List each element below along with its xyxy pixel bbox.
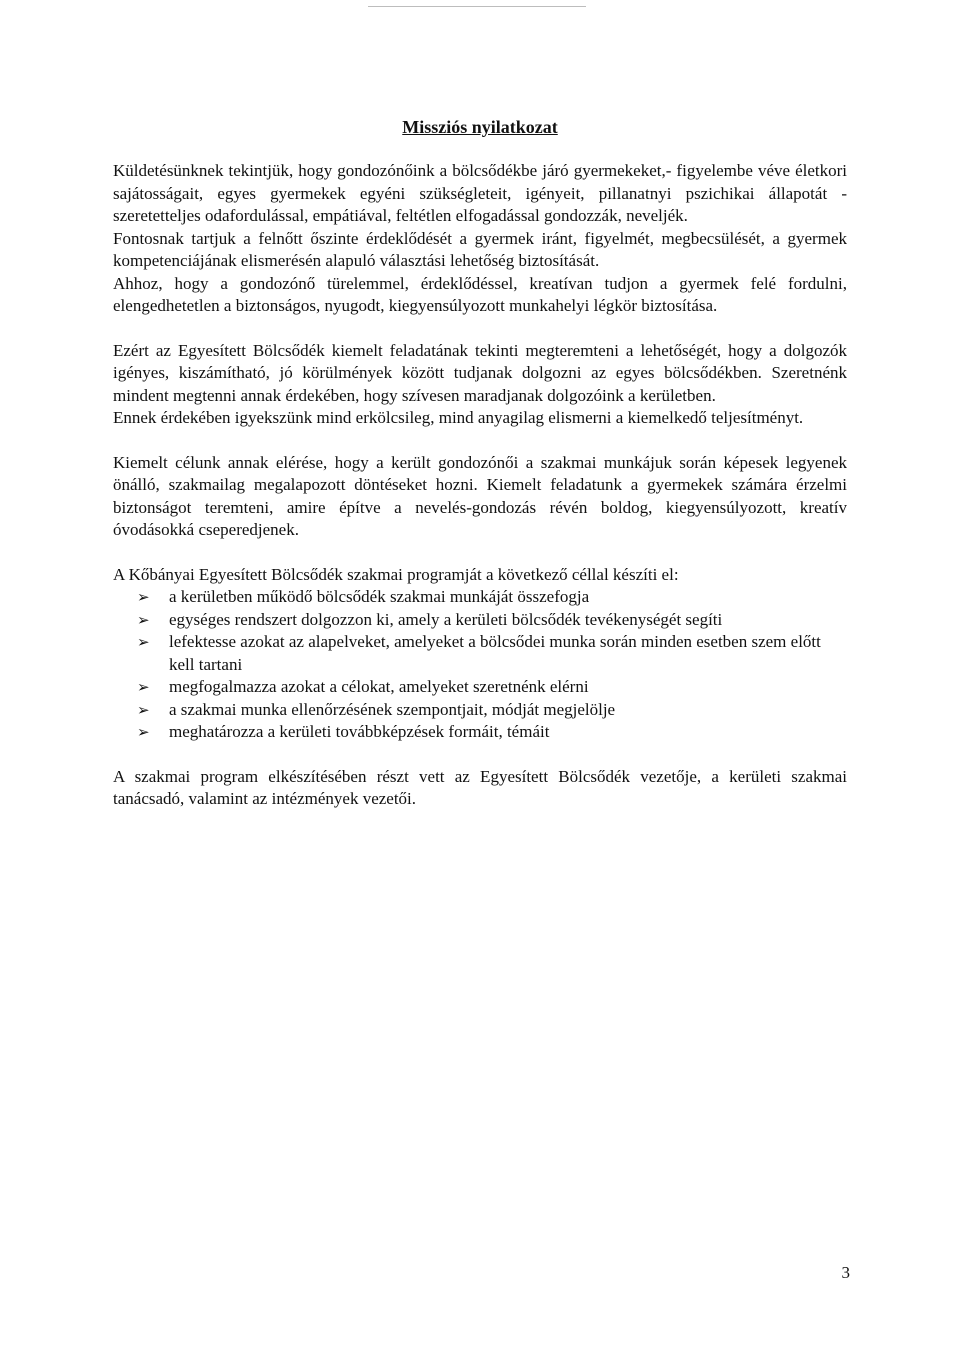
paragraph-gap <box>113 542 847 564</box>
arrow-bullet-icon: ➢ <box>137 633 150 651</box>
list-item <box>113 699 847 722</box>
closing-section <box>113 766 847 811</box>
arrow-bullet-icon: ➢ <box>137 700 150 719</box>
paragraph-working-conditions: Ezért az Egyesített Bölcsődék kiemelt feladatának tekinti megteremteni a lehetőségét, hogy a dolgozók igényes, kiszámítható, jó körülmények között tudjanak dolgozni az egyes bölcsődékben. Szeretnénk mindent megtenni annak érdekében, hogy szívesen maradjanak dolgozóink a kerületben. <box>113 340 847 405</box>
list-item-text: egységes rendszert dolgozzon ki, amely a kerületi bölcsődék tevékenységét segíti <box>169 609 723 629</box>
list-item <box>113 631 847 676</box>
paragraph-goals: Kiemelt célunk annak elérése, hogy a került gondozónői a szakmai munkájuk során képesek legyenek önálló, szakmailag megalapozott döntéseket hozni. Kiemelt feladatunk a gyermekek számára érzelmi biztonságot teremteni, amire építve a nevelés-gondozás révén boldog, kiegyensúlyozott, kreatív óvodásokká cseperedjenek. <box>113 452 847 539</box>
arrow-bullet-icon: ➢ <box>137 678 150 696</box>
paragraph-recognition: Ennek érdekében igyekszünk mind erkölcsileg, mind anyagilag elismerni a kiemelkedő teljesítményt. <box>113 408 804 427</box>
paragraph-gap <box>113 430 847 452</box>
paragraph-gap <box>113 744 847 766</box>
list-item <box>113 676 847 699</box>
list-item <box>113 609 847 632</box>
arrow-bullet-icon: ➢ <box>137 610 150 629</box>
document-body <box>113 160 847 811</box>
paragraph-atmosphere: Ahhoz, hogy a gondozónő türelemmel, érdeklődéssel, kreatívan tudjon a gyermek felé fordulni, elengedhetetlen a biztonságos, nyugodt, kiegyensúlyozott munkahelyi légkör biztosítása. <box>113 273 847 315</box>
program-goal-list <box>113 586 847 744</box>
mission-section-1 <box>113 160 847 318</box>
paragraph-closing: A szakmai program elkészítésében részt vett az Egyesített Bölcsődék vezetője, a kerületi szakmai tanácsadó, valamint az intézmények vezetői. <box>113 766 847 808</box>
program-section <box>113 564 847 744</box>
arrow-bullet-icon: ➢ <box>137 723 150 741</box>
list-item-text: meghatározza a kerületi továbbképzések formáit, témáit <box>169 722 550 741</box>
list-item <box>113 721 847 744</box>
list-item-text: lefektesse azokat az alapelveket, amelyeket a bölcsődei munka során minden esetben szem előtt kell tartani <box>169 632 821 674</box>
list-item-text: megfogalmazza azokat a célokat, amelyeket szeretnénk elérni <box>169 677 589 696</box>
list-item-text: a kerületben működő bölcsődék szakmai munkáját összefogja <box>169 587 590 606</box>
arrow-bullet-icon: ➢ <box>137 588 150 606</box>
paragraph-interest: Fontosnak tartjuk a felnőtt őszinte érdeklődését a gyermek iránt, figyelmét, megbecsülését, a gyermek kompetenciájának elismerésén alapuló választási lehetőség biztosítását. <box>113 228 847 270</box>
list-item-text: a szakmai munka ellenőrzésének szempontjait, módját megjelölje <box>169 699 616 719</box>
paragraph-gap <box>113 318 847 340</box>
page-number: 3 <box>841 1263 850 1282</box>
list-intro: A Kőbányai Egyesített Bölcsődék szakmai programját a következő céllal készíti el: <box>113 564 679 584</box>
mission-section-3 <box>113 452 847 542</box>
paragraph-mission: Küldetésünknek tekintjük, hogy gondozónőink a bölcsődékbe járó gyermekeket,- figyelembe véve életkori sajátosságait, egyes gyermekek egyéni szükségleteit, igényeit, pillanatnyi pszichikai állapotát - szeretetteljes odafordulással, empátiával, feltétlen elfogadással gondozzák, neveljék. <box>113 161 847 225</box>
mission-section-2 <box>113 340 847 430</box>
document-title: Missziós nyilatkozat <box>402 117 558 137</box>
list-item <box>113 586 847 609</box>
